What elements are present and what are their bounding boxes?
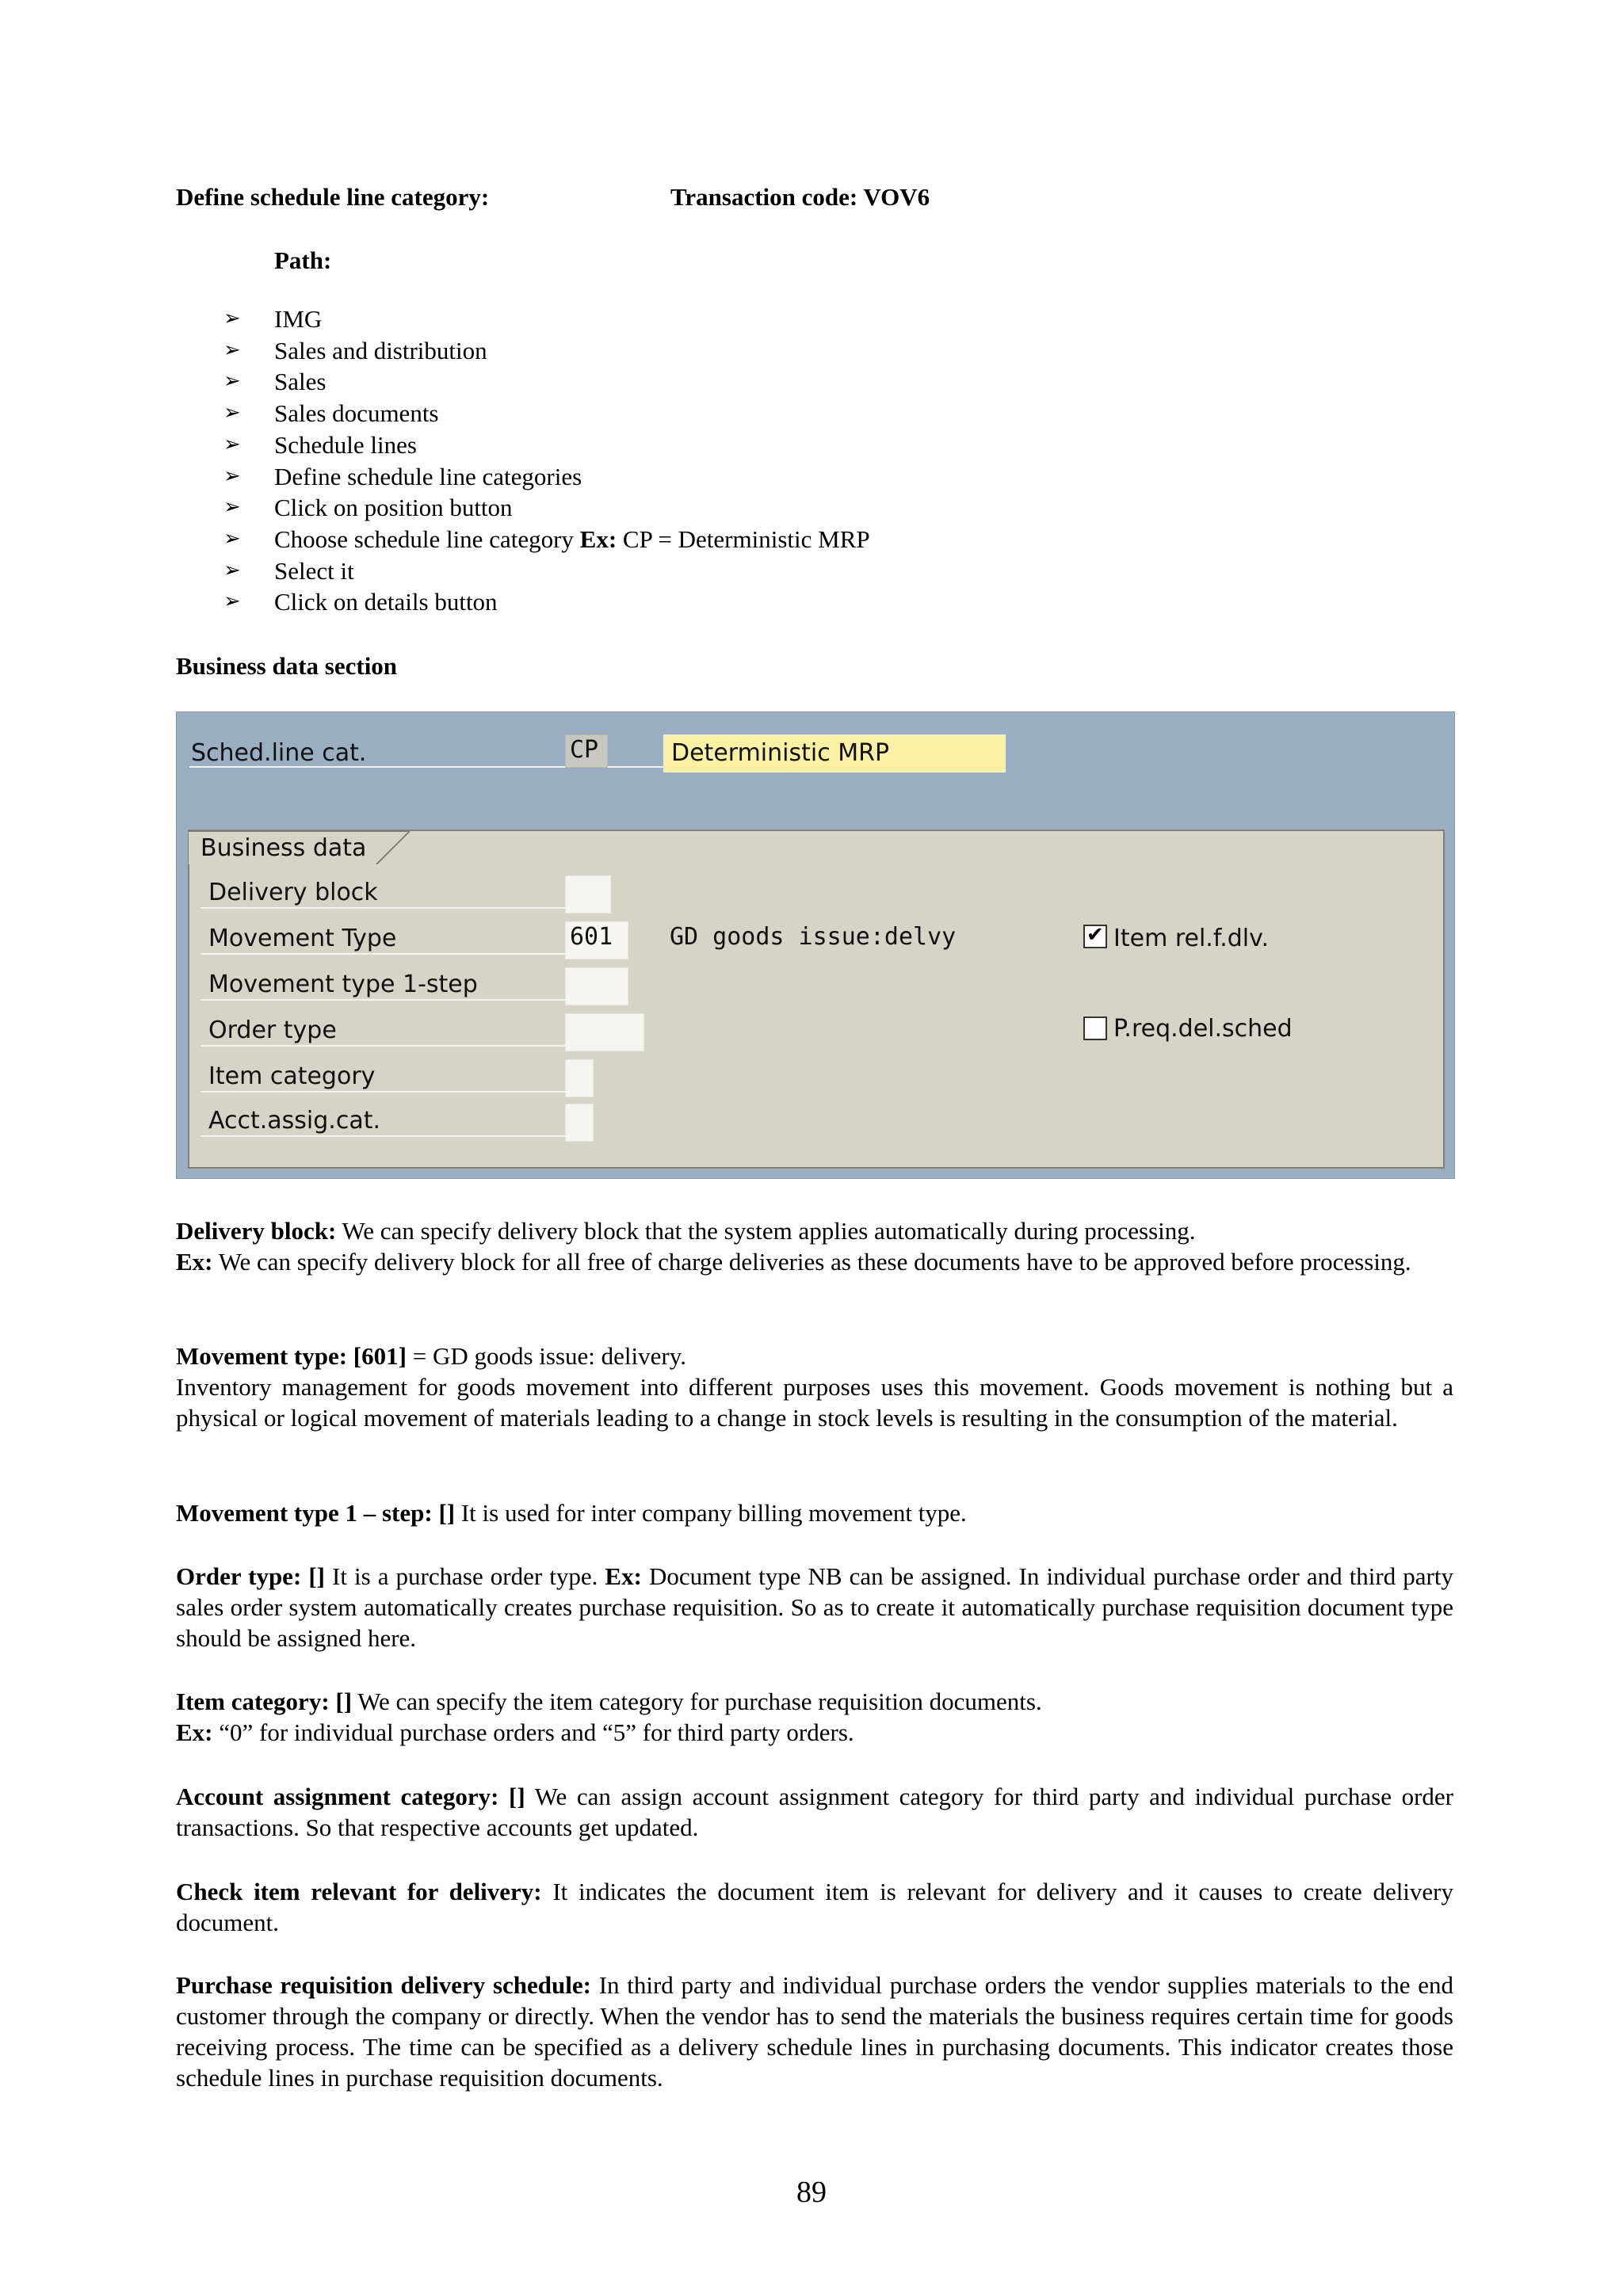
section-title: Define schedule line category: bbox=[176, 183, 490, 211]
acct-assig-field[interactable] bbox=[565, 1104, 594, 1142]
arrow-bullet-icon: ➢ bbox=[223, 558, 241, 582]
arrow-bullet-icon: ➢ bbox=[223, 307, 241, 330]
arrow-bullet-icon: ➢ bbox=[223, 495, 241, 520]
preq-del-sched-checkbox[interactable] bbox=[1083, 1016, 1107, 1040]
account-assignment-paragraph: Account assignment category: [] We can assign account assignment category for third party and individual purchase order transactions. So that respective accounts get updated. bbox=[176, 1783, 1453, 1841]
arrow-bullet-icon: ➢ bbox=[223, 338, 241, 362]
sched-line-label: Sched.line cat. bbox=[191, 739, 367, 767]
preq-del-sched-label: P.req.del.sched bbox=[1113, 1015, 1293, 1043]
arrow-bullet-icon: ➢ bbox=[223, 401, 241, 425]
business-data-tab-label: Business data bbox=[200, 834, 367, 862]
item-rel-label: Item rel.f.dlv. bbox=[1113, 925, 1270, 952]
movement-type-value: 601 bbox=[570, 923, 613, 951]
delivery-block-field[interactable] bbox=[565, 875, 611, 913]
list-item: ➢ Schedule lines bbox=[223, 429, 870, 461]
item-category-field[interactable] bbox=[565, 1059, 594, 1097]
check-item-paragraph: Check item relevant for delivery: It indicates the document item is relevant for delivery and it causes to create delivery document. bbox=[176, 1878, 1454, 1936]
movement-1step-label: Movement type 1-step bbox=[208, 971, 478, 998]
arrow-bullet-icon: ➢ bbox=[223, 526, 241, 551]
purchase-req-paragraph: Purchase requisition delivery schedule: In third party and individual purchase orders the vendor supplies materials to the end customer through the company or directly. When the vendor has to send the materials the business requires certain time for goods receiving process. The time can be specified as a delivery schedule lines in purchasing documents. This indicator creates those schedule lines in purchase requisition documents. bbox=[176, 1971, 1453, 2092]
list-item: ➢ Select it bbox=[223, 555, 870, 587]
path-label: Path: bbox=[274, 246, 332, 274]
movement-type-text: GD goods issue:delvy bbox=[670, 923, 957, 951]
list-item: ➢ Click on details button bbox=[223, 586, 870, 618]
order-type-paragraph: Order type: [] It is a purchase order type. Ex: Document type NB can be assigned. In individual purchase order and third party sales order system automatically creates purchase requisition. So as to create it automatically purchase requisition document type should be assigned here. bbox=[176, 1562, 1453, 1652]
movement-type-paragraph: Movement type: [601] = GD goods issue: delivery. Inventory management for goods movement into different purposes uses this movement. Goods movement is nothing but a physical or logical movement of materials leading to a change in stock levels is resulting in the consumption of the material. bbox=[176, 1342, 1453, 1432]
checkmark-icon: ✔ bbox=[1086, 923, 1104, 947]
path-list bbox=[223, 303, 870, 618]
sched-line-desc: Deterministic MRP bbox=[671, 739, 890, 767]
list-item: ➢ Sales documents bbox=[223, 398, 870, 429]
sap-screen bbox=[176, 711, 1455, 1179]
movement-1step-field[interactable] bbox=[565, 967, 628, 1005]
arrow-bullet-icon: ➢ bbox=[223, 432, 241, 456]
business-data-heading: Business data section bbox=[176, 652, 398, 680]
item-category-label: Item category bbox=[208, 1062, 376, 1090]
list-item: ➢ Define schedule line categories bbox=[223, 461, 870, 493]
acct-assig-label: Acct.assig.cat. bbox=[208, 1107, 381, 1135]
arrow-bullet-icon: ➢ bbox=[223, 463, 241, 488]
item-rel-checkbox[interactable] bbox=[1083, 925, 1107, 948]
order-type-label: Order type bbox=[208, 1016, 337, 1044]
list-item: ➢ IMG bbox=[223, 303, 870, 335]
delivery-block-label: Delivery block bbox=[208, 879, 378, 906]
item-category-paragraph: Item category: [] We can specify the item category for purchase requisition documents. Ex: “0” for individual purchase orders and “5” for third party orders. bbox=[176, 1688, 1042, 1746]
sched-line-code: CP bbox=[570, 736, 599, 764]
list-item: ➢ Choose schedule line category Ex: CP = Deterministic MRP bbox=[223, 524, 870, 555]
delivery-block-paragraph: Delivery block: We can specify delivery block that the system applies automatically during processing. Ex: We can specify delivery block for all free of charge deliveries as these documents have to be approved before processing. bbox=[176, 1217, 1411, 1276]
list-item: ➢ Sales bbox=[223, 366, 870, 398]
list-item: ➢ Click on position button bbox=[223, 492, 870, 524]
arrow-bullet-icon: ➢ bbox=[223, 369, 241, 394]
page-number: 89 bbox=[796, 2176, 827, 2209]
transaction-code: Transaction code: VOV6 bbox=[670, 183, 930, 211]
movement-1step-paragraph: Movement type 1 – step: [] It is used for inter company billing movement type. bbox=[176, 1499, 967, 1527]
arrow-bullet-icon: ➢ bbox=[223, 589, 241, 614]
movement-type-label: Movement Type bbox=[208, 925, 397, 952]
order-type-field[interactable] bbox=[565, 1013, 644, 1051]
list-item: ➢ Sales and distribution bbox=[223, 335, 870, 367]
